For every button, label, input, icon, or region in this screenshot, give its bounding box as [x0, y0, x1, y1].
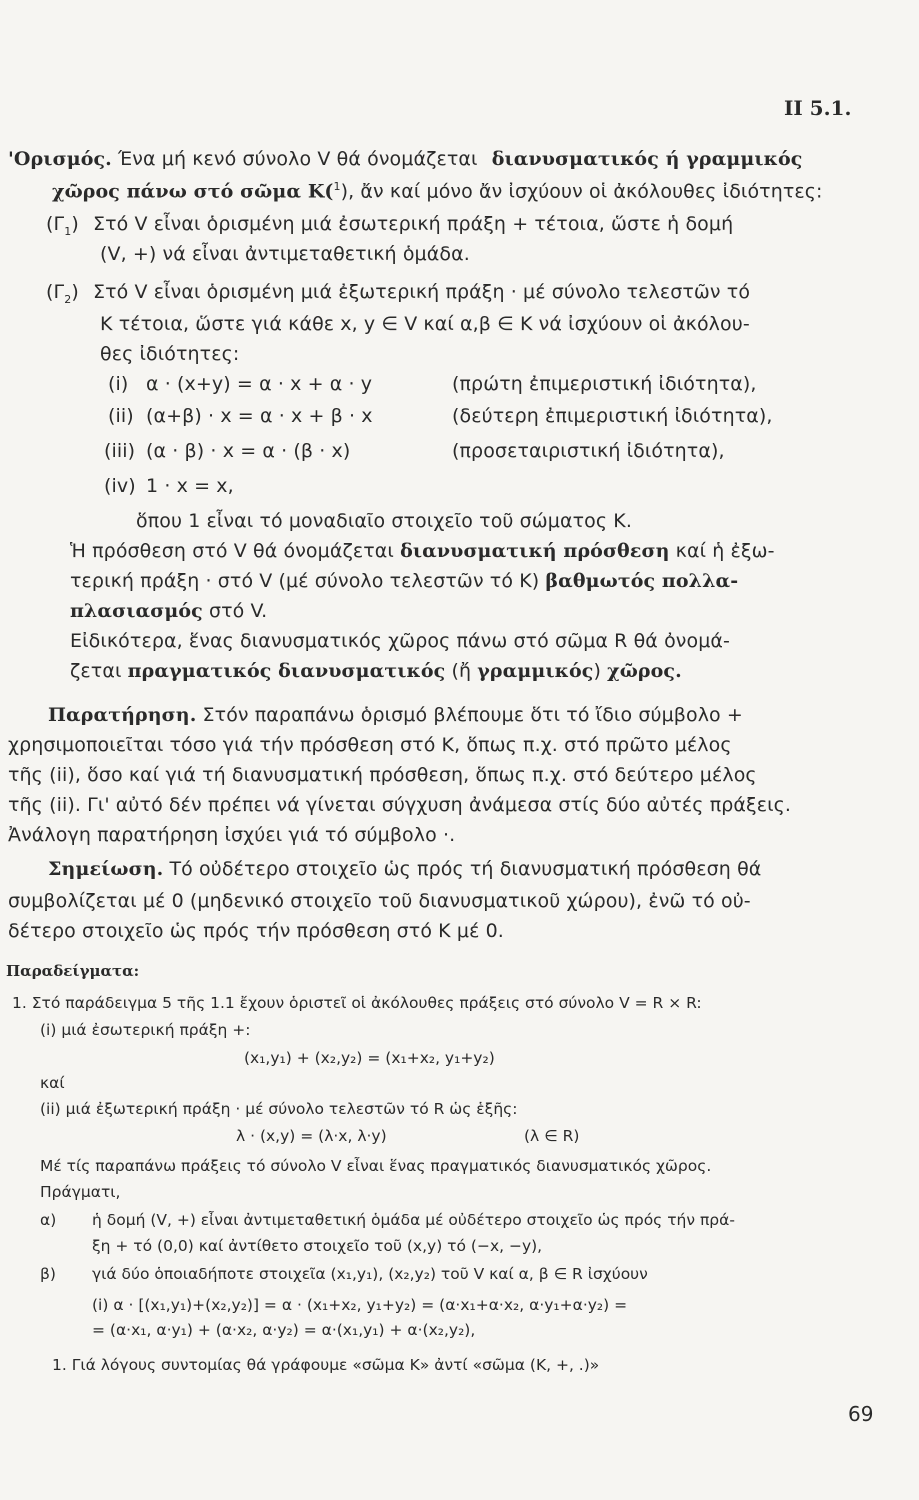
example-1-b-i-continued: = (α·x₁, α·y₁) + (α·x₂, α·y₂) = α·(x₁,y₁) + α·(x₂,y₂),: [92, 1321, 476, 1339]
definition-text: Ένα μή κενό σύνολο V θά όνομάζεται: [118, 148, 478, 170]
g1-line-2: (V, +) νά εἶναι ἀντιμεταθετική ὁμάδα.: [100, 243, 470, 265]
naming-line-1: Ἡ πρόσθεση στό V θά όνομάζεται διανυσματική πρόσθεση καί ἡ ἐξω-: [70, 540, 775, 562]
example-1-b-line-1: γιά δύο ὁποιαδήποτε στοιχεῖα (x₁,y₁), (x₂,y₂) τοῦ V καί α, β ∈ R ἰσχύουν: [92, 1265, 648, 1283]
naming-line-2: τερική πράξη · στό V (μέ σύνολο τελεστῶν τό Κ) βαθμωτός πολλα-: [70, 570, 739, 592]
definition-term: διανυσματικός ή γραμμικός: [491, 148, 803, 170]
remark-line-4: τῆς (ii). Γι' αὐτό δέν πρέπει νά γίνεται σύγχυση ἀνάμεσα στίς δύο αὐτές πράξεις.: [8, 794, 792, 816]
example-1-kai: καί: [40, 1074, 65, 1092]
note-line-2: συμβολίζεται μέ 0 (μηδενικό στοιχεῖο τοῦ διανυσματικοῦ χώρου), ἐνῶ τό οὐ-: [8, 890, 751, 912]
section-number: II 5.1.: [784, 96, 852, 120]
example-1-conclusion: Μέ τίς παραπάνω πράξεις τό σύνολο V εἶναι ἕνας πραγματικός διανυσματικός χῶρος.: [40, 1157, 712, 1175]
property-3-num: (iii): [104, 440, 136, 462]
special-line-2: ζεται πραγματικός διανυσματικός (ἤ γραμμικός) χῶρος.: [70, 660, 682, 682]
example-1-b-i: (i) α · [(x₁,y₁)+(x₂,y₂)] = α · (x₁+x₂, y₁+y₂) = (α·x₁+α·x₂, α·y₁+α·y₂) =: [92, 1296, 628, 1314]
example-1-ii-formula: λ · (x,y) = (λ·x, λ·y): [236, 1127, 387, 1145]
property-3-formula: (α · β) · x = α · (β · x): [146, 440, 351, 462]
naming-line-3: πλασιασμός στό V.: [70, 600, 268, 622]
g2-line-2: Κ τέτοια, ὥστε γιά κάθε x, y ∈ V καί α,β ∈ Κ νά ἰσχύουν οἱ ἀκόλου-: [100, 313, 750, 335]
property-2-name: (δεύτερη ἐπιμεριστική ἰδιότητα),: [452, 405, 773, 427]
property-1-formula: α · (x+y) = α · x + α · y: [146, 373, 373, 395]
special-line-1: Εἰδικότερα, ἕνας διανυσματικός χῶρος πάνω στό σῶμα R θά ὀνομά-: [70, 630, 731, 652]
page-number: 69: [848, 1402, 874, 1426]
definition-lead: 'Ορισμός.: [8, 148, 112, 170]
g2-line-1: $(\Gamma_2)$ Στό V εἶναι ὁρισμένη μιά ἐξωτερική πράξη · μέ σύνολο τελεστῶν τό: [46, 281, 751, 306]
note-line-1: Σημείωση. Τό οὐδέτερο στοιχεῖο ὡς πρός τή διανυσματική πρόσθεση θά: [48, 858, 762, 880]
definition-where: ὅπου 1 εἶναι τό μοναδιαῖο στοιχεῖο τοῦ σώματος Κ.: [136, 510, 632, 532]
g1-line-1: $(\Gamma_1)$ Στό V εἶναι ὁρισμένη μιά ἐσωτερική πράξη + τέτοια, ὥστε ἡ δομή: [46, 213, 734, 238]
property-2-num: (ii): [108, 405, 134, 427]
example-1-i-formula: (x₁,y₁) + (x₂,y₂) = (x₁+x₂, y₁+y₂): [244, 1049, 495, 1067]
example-1-indeed: Πράγματι,: [40, 1183, 121, 1201]
remark-line-2: χρησιμοποιεῖται τόσο γιά τήν πρόσθεση στό Κ, ὅπως π.χ. στό πρῶτο μέλος: [8, 734, 732, 756]
footnote: 1. Γιά λόγους συντομίας θά γράφουμε «σῶμα Κ» ἀντί «σῶμα (Κ, +, .)»: [52, 1356, 600, 1374]
example-1-ii-label: (ii) μιά ἐξωτερική πράξη · μέ σύνολο τελεστῶν τό R ὡς ἑξῆς:: [40, 1100, 518, 1118]
property-3-name: (προσεταιριστική ἰδιότητα),: [452, 440, 725, 462]
property-1-num: (i): [108, 373, 129, 395]
example-1-a-label: α): [40, 1211, 57, 1229]
definition-line-1: [8, 148, 802, 170]
property-1-name: (πρώτη ἐπιμεριστική ἰδιότητα),: [452, 373, 757, 395]
remark-line-3: τῆς (ii), ὅσο καί γιά τή διανυσματική πρόσθεση, ὅπως π.χ. στό δεύτερο μέλος: [8, 764, 757, 786]
note-lead: Σημείωση.: [48, 858, 164, 880]
remark-line-5: Ἀνάλογη παρατήρηση ἰσχύει γιά τό σύμβολο ·.: [8, 824, 456, 846]
example-1-ii-condition: (λ ∈ R): [524, 1127, 580, 1145]
example-1-intro: 1. Στό παράδειγμα 5 τῆς 1.1 ἔχουν ὁριστεῖ οἱ ἀκόλουθες πράξεις στό σύνολο V = R × R:: [12, 994, 702, 1012]
example-1-i-label: (i) μιά ἐσωτερική πράξη +:: [40, 1021, 251, 1039]
remark-lead: Παρατήρηση.: [48, 704, 197, 726]
example-1-a-line-2: ξη + τό (0,0) καί ἀντίθετο στοιχεῖο τοῦ (x,y) τό (−x, −y),: [92, 1237, 543, 1255]
property-2-formula: (α+β) · x = α · x + β · x: [146, 405, 373, 427]
remark-line-1: Παρατήρηση. Στόν παραπάνω ὁρισμό βλέπουμε ὅτι τό ἴδιο σύμβολο +: [48, 704, 743, 726]
g2-line-3: θες ἰδιότητες:: [100, 343, 240, 365]
property-4-formula: 1 · x = x,: [146, 475, 234, 497]
examples-heading: Παραδείγματα:: [6, 962, 140, 980]
property-4-num: (iv): [104, 475, 136, 497]
note-line-3: δέτερο στοιχεῖο ὡς πρός τήν πρόσθεση στό Κ μέ 0.: [8, 920, 504, 942]
example-1-b-label: β): [40, 1265, 56, 1283]
definition-line-2: χῶρος πάνω στό σῶμα Κ($^1$), ἄν καί μόνο ἄν ἰσχύουν οἱ ἀκόλουθες ἰδιότητες:: [52, 180, 823, 203]
example-1-a-line-1: ἡ δομή (V, +) εἶναι ἀντιμεταθετική ὁμάδα μέ οὐδέτερο στοιχεῖο ὡς πρός τήν πρά-: [92, 1211, 735, 1229]
